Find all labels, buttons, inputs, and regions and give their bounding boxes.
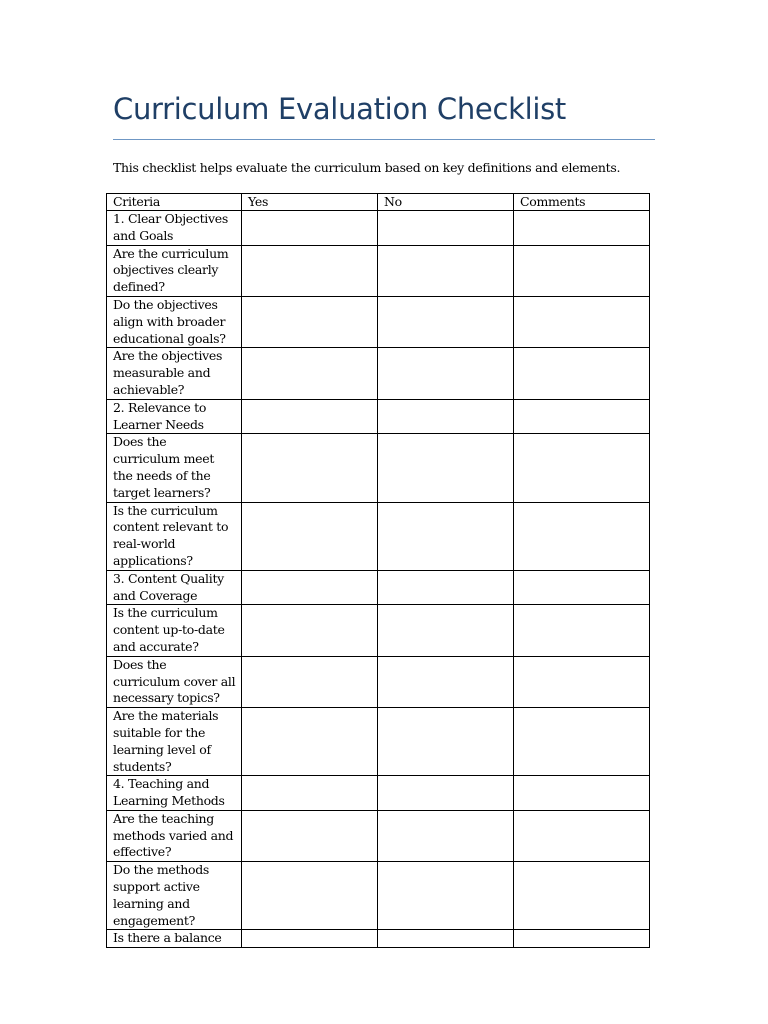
- comments-cell[interactable]: [514, 708, 650, 776]
- table-row: [107, 211, 650, 246]
- no-cell[interactable]: [378, 605, 514, 656]
- no-cell[interactable]: [378, 348, 514, 399]
- criteria-cell: Are the teaching methods varied and effective?: [107, 810, 242, 861]
- criteria-cell: Is the curriculum content relevant to real-world applications?: [107, 502, 242, 570]
- no-cell[interactable]: [378, 708, 514, 776]
- yes-cell[interactable]: [242, 656, 378, 707]
- yes-cell[interactable]: [242, 930, 378, 948]
- comments-cell[interactable]: [514, 570, 650, 605]
- criteria-cell: Do the methods support active learning and engagement?: [107, 862, 242, 930]
- criteria-cell: Is the curriculum content up-to-date and accurate?: [107, 605, 242, 656]
- criteria-cell: Does the curriculum cover all necessary topics?: [107, 656, 242, 707]
- comments-cell[interactable]: [514, 656, 650, 707]
- table-row: [107, 862, 650, 930]
- comments-cell[interactable]: [514, 434, 650, 502]
- comments-cell[interactable]: [514, 930, 650, 948]
- criteria-cell: 1. Clear Objectives and Goals: [107, 211, 242, 246]
- criteria-cell: Are the curriculum objectives clearly defined?: [107, 245, 242, 296]
- criteria-cell: Are the objectives measurable and achievable?: [107, 348, 242, 399]
- checklist-table: [106, 193, 650, 948]
- comments-cell[interactable]: [514, 348, 650, 399]
- criteria-cell: 3. Content Quality and Coverage: [107, 570, 242, 605]
- intro-paragraph: This checklist helps evaluate the curriculum based on key definitions and elements.: [113, 160, 621, 175]
- yes-cell[interactable]: [242, 296, 378, 347]
- yes-cell[interactable]: [242, 348, 378, 399]
- yes-cell[interactable]: [242, 399, 378, 434]
- yes-cell[interactable]: [242, 211, 378, 246]
- header-yes: Yes: [242, 194, 378, 211]
- header-no: No: [378, 194, 514, 211]
- comments-cell[interactable]: [514, 211, 650, 246]
- comments-cell[interactable]: [514, 776, 650, 811]
- criteria-cell: Is there a balance: [107, 930, 242, 948]
- no-cell[interactable]: [378, 570, 514, 605]
- no-cell[interactable]: [378, 211, 514, 246]
- comments-cell[interactable]: [514, 502, 650, 570]
- criteria-cell: Do the objectives align with broader educational goals?: [107, 296, 242, 347]
- no-cell[interactable]: [378, 296, 514, 347]
- table-row: [107, 348, 650, 399]
- no-cell[interactable]: [378, 502, 514, 570]
- yes-cell[interactable]: [242, 502, 378, 570]
- comments-cell[interactable]: [514, 245, 650, 296]
- criteria-cell: Are the materials suitable for the learning level of students?: [107, 708, 242, 776]
- table-row: [107, 245, 650, 296]
- no-cell[interactable]: [378, 399, 514, 434]
- table-row: [107, 570, 650, 605]
- header-comments: Comments: [514, 194, 650, 211]
- yes-cell[interactable]: [242, 708, 378, 776]
- yes-cell[interactable]: [242, 434, 378, 502]
- no-cell[interactable]: [378, 862, 514, 930]
- table-row: [107, 810, 650, 861]
- title-divider: [113, 139, 655, 140]
- yes-cell[interactable]: [242, 570, 378, 605]
- table-row: [107, 776, 650, 811]
- criteria-cell: Does the curriculum meet the needs of the target learners?: [107, 434, 242, 502]
- yes-cell[interactable]: [242, 776, 378, 811]
- table-row: [107, 605, 650, 656]
- header-criteria: Criteria: [107, 194, 242, 211]
- table-row: [107, 296, 650, 347]
- yes-cell[interactable]: [242, 245, 378, 296]
- comments-cell[interactable]: [514, 862, 650, 930]
- criteria-cell: 4. Teaching and Learning Methods: [107, 776, 242, 811]
- no-cell[interactable]: [378, 245, 514, 296]
- no-cell[interactable]: [378, 810, 514, 861]
- no-cell[interactable]: [378, 776, 514, 811]
- comments-cell[interactable]: [514, 399, 650, 434]
- comments-cell[interactable]: [514, 810, 650, 861]
- yes-cell[interactable]: [242, 605, 378, 656]
- table-row: [107, 656, 650, 707]
- table-row: [107, 708, 650, 776]
- table-row: [107, 399, 650, 434]
- yes-cell[interactable]: [242, 862, 378, 930]
- page-title: Curriculum Evaluation Checklist: [113, 92, 566, 126]
- table-header-row: [107, 194, 650, 211]
- comments-cell[interactable]: [514, 605, 650, 656]
- yes-cell[interactable]: [242, 810, 378, 861]
- table-row: [107, 502, 650, 570]
- comments-cell[interactable]: [514, 296, 650, 347]
- table-row: [107, 434, 650, 502]
- table-row: [107, 930, 650, 948]
- criteria-cell: 2. Relevance to Learner Needs: [107, 399, 242, 434]
- no-cell[interactable]: [378, 930, 514, 948]
- no-cell[interactable]: [378, 656, 514, 707]
- no-cell[interactable]: [378, 434, 514, 502]
